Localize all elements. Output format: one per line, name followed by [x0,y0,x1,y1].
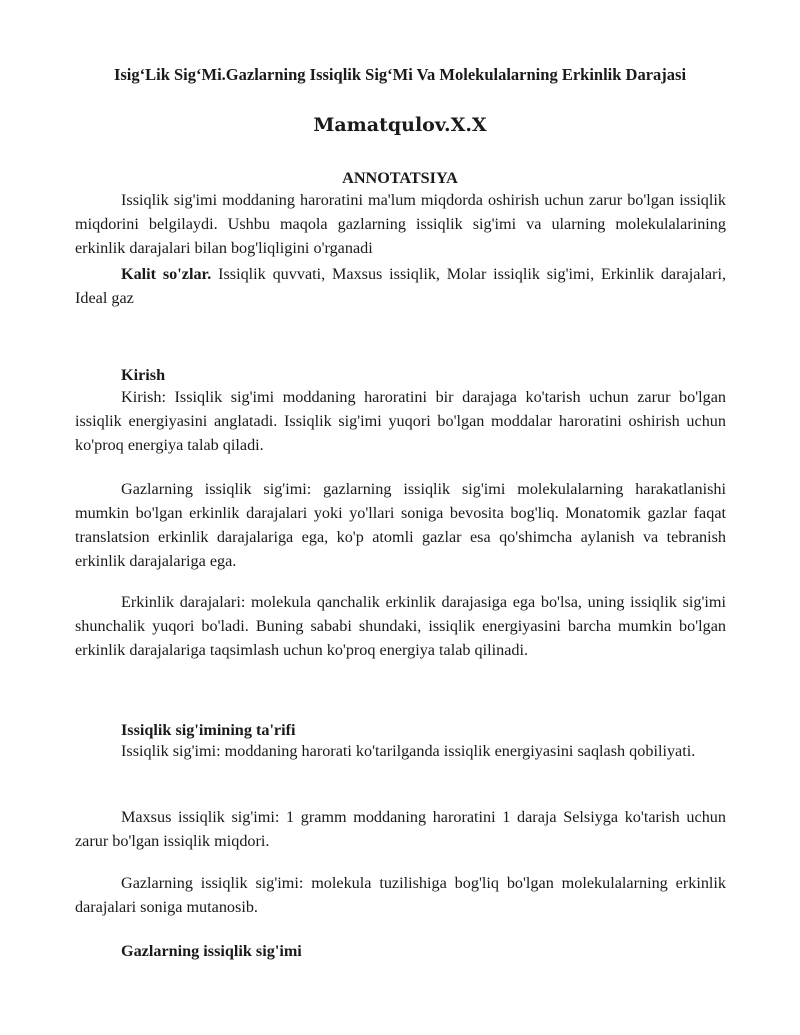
section-body-definition-3 [75,871,726,919]
paragraph: Gazlarning issiqlik sig'imi: gazlarning issiqlik sig'imi molekulalarning harakatlanishi mumkin bo'lgan erkinlik darajalari yoki yo'llari soniga bevosita bog'liq. Monatomik gazlar faqat translatsion erkinlik darajalariga ega, ko'p atomli gazlar esa qo'shimcha aylanish va tebranish erkinlik darajalariga ega. [75,480,726,570]
section-heading-definition: Issiqlik sig'imining ta'rifi [121,721,296,739]
author-name: Mamatqulov.X.X [313,114,487,136]
keywords-text: Issiqlik quvvati, Maxsus issiqlik, Molar issiqlik sig'imi, Erkinlik darajalari, Ideal gaz [75,265,726,307]
section-body-kirish-3 [75,590,726,662]
section-body-kirish [75,385,726,457]
section-heading-kirish: Kirish [121,366,166,384]
section-body-kirish-2 [75,477,726,573]
paragraph: Maxsus issiqlik sig'imi: 1 gramm moddaning haroratini 1 daraja Selsiyga ko'tarish uchun zarur bo'lgan issiqlik miqdori. [75,808,726,850]
paragraph: Kirish: Issiqlik sig'imi moddaning haroratini bir darajaga ko'tarish uchun zarur bo'lgan issiqlik energiyasini anglatadi. Issiqlik sig'imi yuqori bo'lgan moddalar haroratini oshirish uchun ko'proq energiya talab qiladi. [75,388,726,454]
paragraph: Gazlarning issiqlik sig'imi: molekula tuzilishiga bog'liq bo'lgan molekulalarning erkinlik darajalari soniga mutanosib. [75,874,726,916]
keywords-label: Kalit so'zlar. [121,265,212,283]
annotation-heading: ANNOTATSIYA [342,169,458,187]
keywords-paragraph [75,262,726,310]
section-body-definition [75,739,726,763]
paragraph: Issiqlik sig'imi: moddaning harorati ko'tarilganda issiqlik energiyasini saqlash qobiliyati. [121,742,696,760]
annotation-block [75,188,726,310]
document-title: Isig‘Lik Sig‘Mi.Gazlarning Issiqlik Sig‘Mi Va Molekulalarning Erkinlik Darajasi [113,65,687,84]
section-body-definition-2 [75,805,726,853]
paragraph: Erkinlik darajalari: molekula qanchalik erkinlik darajasiga ega bo'lsa, uning issiqlik sig'imi shunchalik yuqori bo'ladi. Buning sababi shundaki, issiqlik energiyasini barcha mumkin bo'lgan erkinlik darajalariga taqsimlash uchun ko'proq energiya talab qilinadi. [75,593,726,659]
annotation-paragraph: Issiqlik sig'imi moddaning haroratini ma'lum miqdorda oshirish uchun zarur bo'lgan issiqlik miqdorini belgilaydi. Ushbu maqola gazlarning issiqlik sig'imi va ularning molekulalarining erkinlik darajalari bilan bog'liqligini o'rganadi [75,191,726,257]
section-heading-gas-heat-capacity: Gazlarning issiqlik sig'imi [121,942,302,960]
